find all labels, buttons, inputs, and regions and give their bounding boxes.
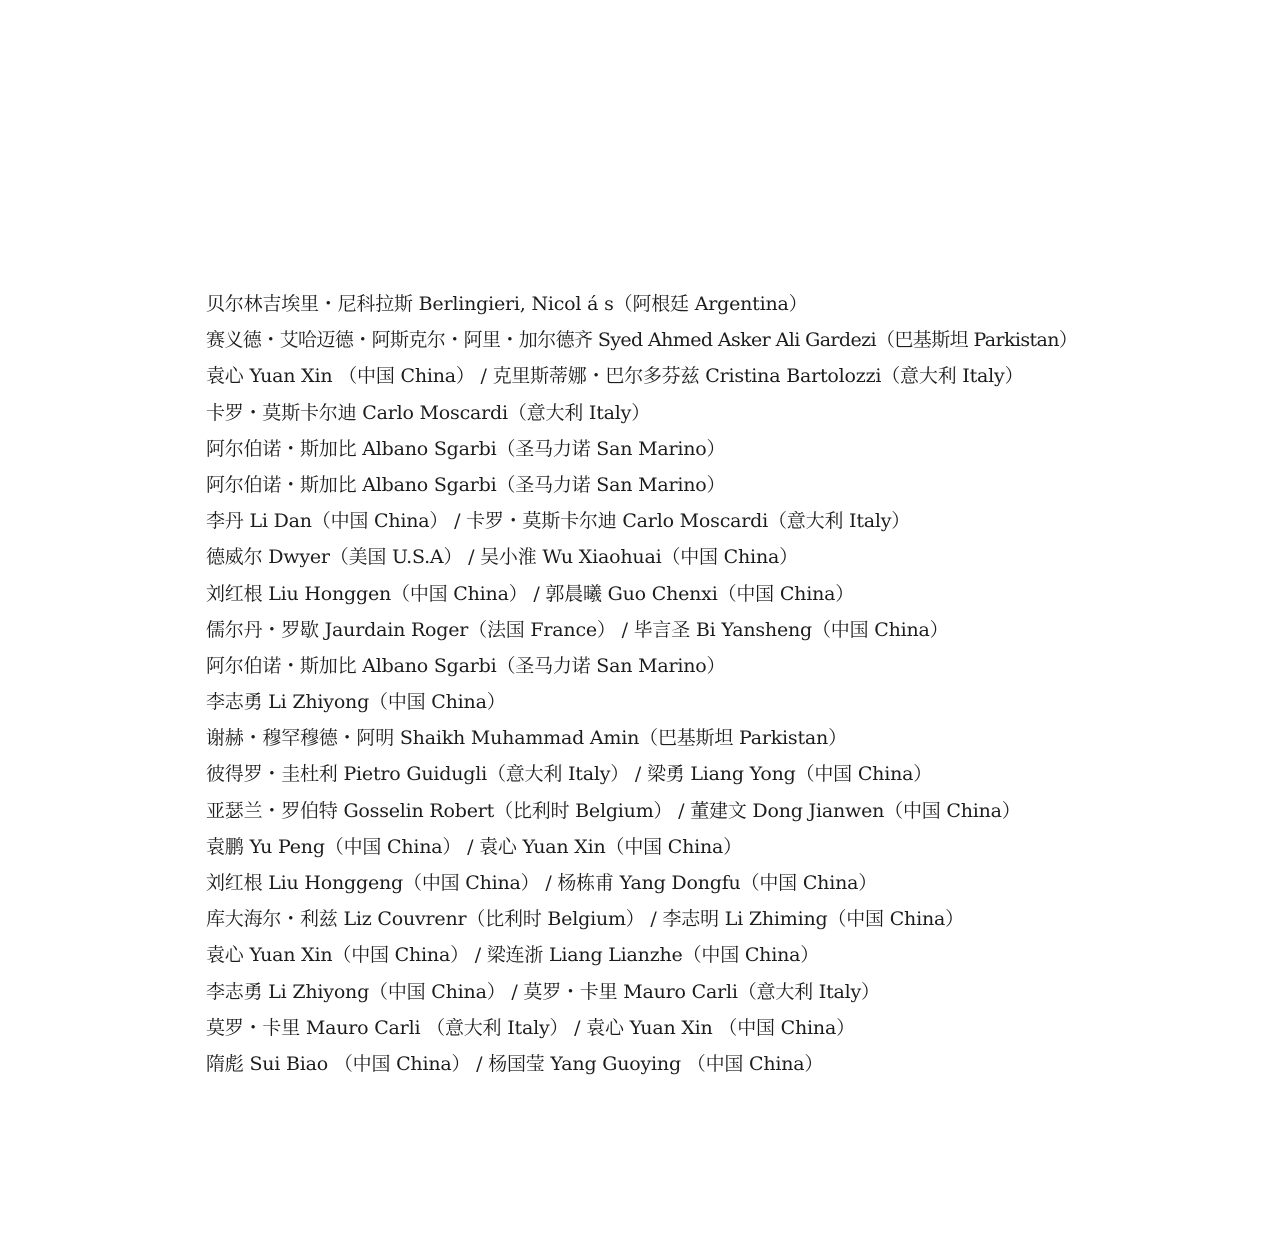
credit-line: 赛义德・艾哈迈德・阿斯克尔・阿里・加尔德齐 Syed Ahmed Asker Ali Gardezi（巴基斯坦 Parkistan） [206,329,1078,352]
credit-line: 谢赫・穆罕穆德・阿明 Shaikh Muhammad Amin（巴基斯坦 Parkistan） [206,727,847,750]
credit-line: 刘红根 Liu Honggeng（中国 China） / 杨栋甫 Yang Dongfu（中国 China） [206,872,878,894]
credit-line: 阿尔伯诺・斯加比 Albano Sgarbi（圣马力诺 San Marino） [206,473,726,496]
credit-line: 李志勇 Li Zhiyong（中国 China） / 莫罗・卡里 Mauro Carli（意大利 Italy） [206,980,880,1003]
credit-line: 莫罗・卡里 Mauro Carli （意大利 Italy） / 袁心 Yuan Xin （中国 China） [206,1016,855,1039]
credit-line: 彼得罗・圭杜利 Pietro Guidugli（意大利 Italy） / 梁勇 Liang Yong（中国 China） [206,763,933,786]
credit-line: 袁心 Yuan Xin（中国 China） / 梁连浙 Liang Lianzhe（中国 China） [206,944,820,967]
credit-line: 隋彪 Sui Biao （中国 China） / 杨国莹 Yang Guoying （中国 China） [206,1052,824,1075]
credit-line: 儒尔丹・罗歇 Jaurdain Roger（法国 France） / 毕言圣 Bi Yansheng（中国 China） [206,618,949,641]
credit-line: 袁心 Yuan Xin （中国 China） / 克里斯蒂娜・巴尔多芬兹 Cristina Bartolozzi（意大利 Italy） [206,365,1024,388]
credit-line: 袁鹏 Yu Peng（中国 China） / 袁心 Yuan Xin（中国 China） [206,835,742,858]
credit-line: 卡罗・莫斯卡尔迪 Carlo Moscardi（意大利 Italy） [206,401,650,424]
credit-line: 德威尔 Dwyer（美国 U.S.A） / 吴小淮 Wu Xiaohuai（中国 China） [206,546,798,569]
credit-line: 亚瑟兰・罗伯特 Gosselin Robert（比利时 Belgium） / 董建文 Dong Jianwen（中国 China） [206,799,1021,822]
credit-line: 李志勇 Li Zhiyong（中国 China） [206,691,506,714]
credit-line: 库大海尔・利兹 Liz Couvrenr（比利时 Belgium） / 李志明 Li Zhiming（中国 China） [206,908,964,931]
credits-list [206,286,1266,1082]
credit-line: 李丹 Li Dan（中国 China） / 卡罗・莫斯卡尔迪 Carlo Moscardi（意大利 Italy） [206,510,911,533]
credit-line: 贝尔林吉埃里・尼科拉斯 Berlingieri, Nicol á s（阿根廷 Argentina） [206,293,808,315]
credit-line: 阿尔伯诺・斯加比 Albano Sgarbi（圣马力诺 San Marino） [206,437,726,460]
credit-line: 刘红根 Liu Honggen（中国 China） / 郭晨曦 Guo Chenxi（中国 China） [206,582,855,605]
credit-line: 阿尔伯诺・斯加比 Albano Sgarbi（圣马力诺 San Marino） [206,654,726,677]
